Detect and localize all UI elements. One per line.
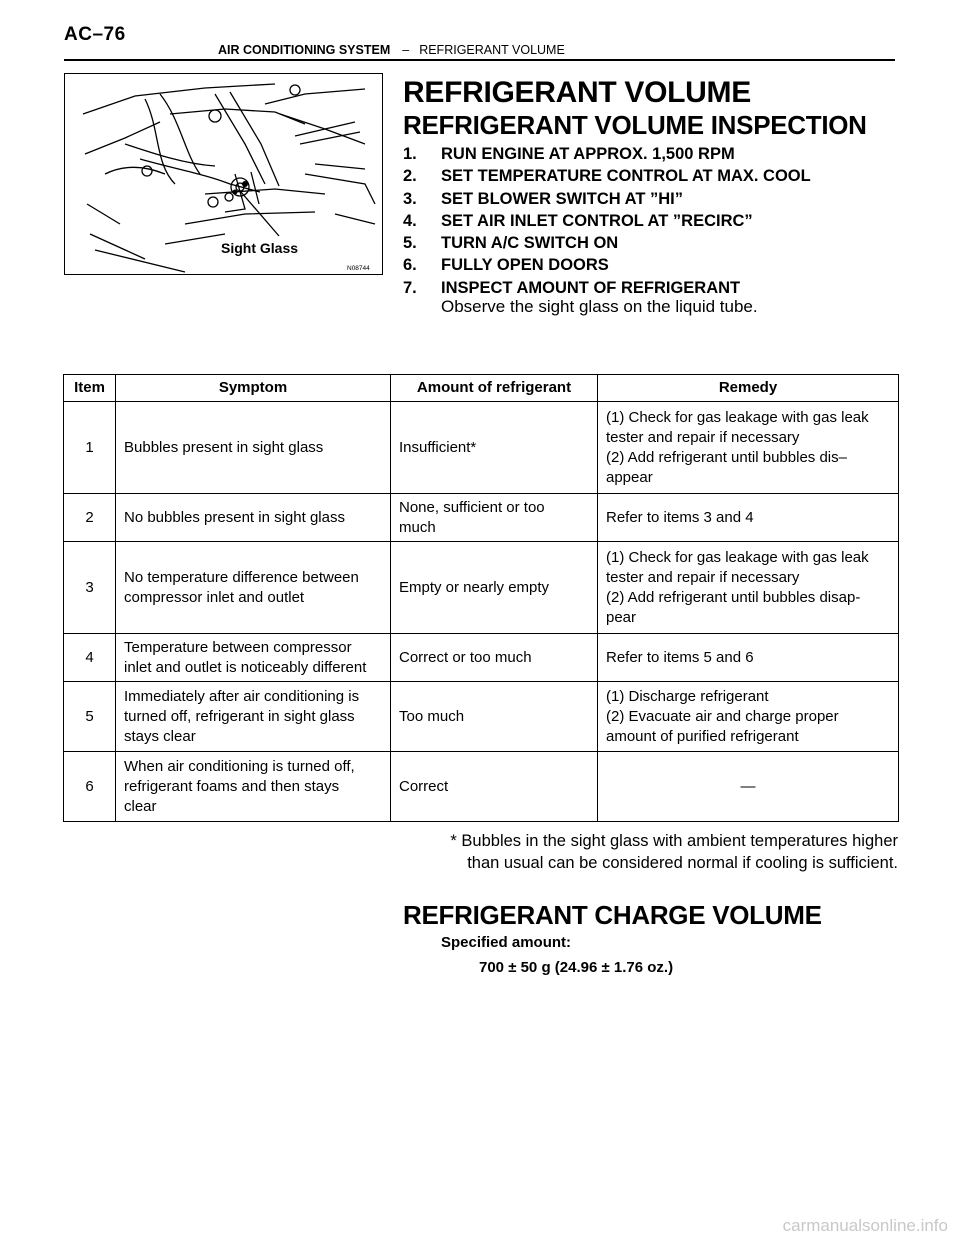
step-number: 6. [403,256,417,275]
cell-line: Too much [399,707,465,725]
cell-line: (2) Evacuate air and charge proper [606,707,839,725]
cell-symptom [116,634,391,682]
cell-line: stays clear [124,727,196,745]
table-header-row [64,375,899,402]
cell-remedy [598,494,899,542]
cell-item: 3 [64,542,116,634]
footnote-line: * Bubbles in the sight glass with ambient temperatures higher [450,832,898,850]
cell-item: 6 [64,752,116,822]
cell-line: clear [124,797,157,815]
header-separator: – [402,43,410,57]
step-item [403,254,811,276]
watermark: carmanualsonline.info [782,1216,948,1235]
engine-bay-drawing [65,74,382,274]
column-header-remedy: Remedy [598,375,899,402]
cell-symptom [116,402,391,494]
cell-remedy [598,752,899,822]
step-text: SET TEMPERATURE CONTROL AT MAX. COOL [441,167,811,186]
column-header-symptom: Symptom [116,375,391,402]
cell-item: 2 [64,494,116,542]
step-text: SET BLOWER SWITCH AT ”HI” [441,189,683,208]
cell-line: much [399,518,436,536]
cell-symptom [116,682,391,752]
cell-item: 4 [64,634,116,682]
symptom-table [63,374,899,822]
cell-line: refrigerant foams and then stays [124,777,340,795]
figure-code: N08744 [347,265,370,272]
footnote-line: than usual can be considered normal if cooling is sufficient. [467,854,898,872]
cell-remedy [598,634,899,682]
cell-line: Immediately after air conditioning is [124,687,360,705]
cell-remedy [598,402,899,494]
header-system: AIR CONDITIONING SYSTEM [218,43,391,57]
cell-symptom [116,494,391,542]
cell-line: compressor inlet and outlet [124,588,305,606]
cell-amount [391,682,598,752]
cell-amount [391,752,598,822]
step-text: SET AIR INLET CONTROL AT ”RECIRC” [441,211,753,230]
cell-line: No temperature difference between [124,568,359,586]
table-row [64,634,899,682]
cell-line: Refer to items 5 and 6 [606,648,754,666]
cell-remedy [598,542,899,634]
cell-remedy [598,682,899,752]
specified-amount-label: Specified amount: [441,934,572,951]
table-row [64,402,899,494]
cell-line: — [740,777,756,795]
step-number: 4. [403,211,417,230]
cell-line: Correct [399,777,449,795]
cell-line: (1) Check for gas leakage with gas leak [606,408,869,426]
cell-line: (2) Add refrigerant until bubbles dis– [606,448,847,466]
cell-line: amount of purified refrigerant [606,727,799,745]
table-row [64,542,899,634]
cell-line: pear [606,608,637,626]
cell-amount [391,542,598,634]
table-row [64,682,899,752]
cell-item: 1 [64,402,116,494]
step-item [403,232,811,254]
cell-line: Refer to items 3 and 4 [606,508,754,526]
table-row [64,494,899,542]
step-number: 7. [403,278,417,297]
header-section: REFRIGERANT VOLUME [419,43,565,57]
cell-line: (1) Check for gas leakage with gas leak [606,548,869,566]
figure-label: Sight Glass [221,240,299,256]
step-item [403,165,811,187]
inspection-steps [403,143,811,299]
footnote [428,830,898,874]
cell-line: turned off, refrigerant in sight glass [124,707,355,725]
cell-item: 5 [64,682,116,752]
step-item [403,277,811,299]
cell-line: inlet and outlet is noticeably different [124,658,367,676]
cell-line: (1) Discharge refrigerant [606,687,769,705]
section-title-charge-volume: REFRIGERANT CHARGE VOLUME [403,900,822,930]
specified-amount-value: 700 ± 50 g (24.96 ± 1.76 oz.) [479,959,674,976]
cell-line: Insufficient* [399,438,477,456]
cell-line: tester and repair if necessary [606,428,800,446]
page-title: REFRIGERANT VOLUME [403,76,751,109]
cell-line: tester and repair if necessary [606,568,800,586]
cell-symptom [116,752,391,822]
sight-glass-illustration [64,73,383,275]
cell-line: Empty or nearly empty [399,578,550,596]
step-text: FULLY OPEN DOORS [441,256,609,275]
step-note: Observe the sight glass on the liquid tube. [441,297,758,316]
cell-line: (2) Add refrigerant until bubbles disap- [606,588,861,606]
column-header-amount: Amount of refrigerant [391,375,598,402]
cell-line: Correct or too much [399,648,532,666]
step-number: 2. [403,167,417,186]
step-item [403,210,811,232]
cell-line: None, sufficient or too [399,498,545,516]
step-item [403,188,811,210]
section-title-inspection: REFRIGERANT VOLUME INSPECTION [403,110,867,140]
step-number: 3. [403,189,417,208]
page-number: AC–76 [64,24,126,45]
table-row [64,752,899,822]
step-item [403,143,811,165]
column-header-item: Item [64,375,116,402]
step-number: 5. [403,234,417,253]
cell-amount [391,634,598,682]
cell-line: When air conditioning is turned off, [124,757,355,775]
step-number: 1. [403,145,417,163]
cell-amount [391,494,598,542]
cell-line: Temperature between compressor [124,638,352,656]
cell-symptom [116,542,391,634]
cell-amount [391,402,598,494]
cell-line: Bubbles present in sight glass [124,438,324,456]
cell-line: appear [606,468,653,486]
running-header [218,43,565,57]
step-text: TURN A/C SWITCH ON [441,234,619,253]
step-text: RUN ENGINE AT APPROX. 1,500 RPM [441,145,735,163]
step-text: INSPECT AMOUNT OF REFRIGERANT [441,278,741,297]
header-rule [64,59,895,61]
cell-line: No bubbles present in sight glass [124,508,345,526]
